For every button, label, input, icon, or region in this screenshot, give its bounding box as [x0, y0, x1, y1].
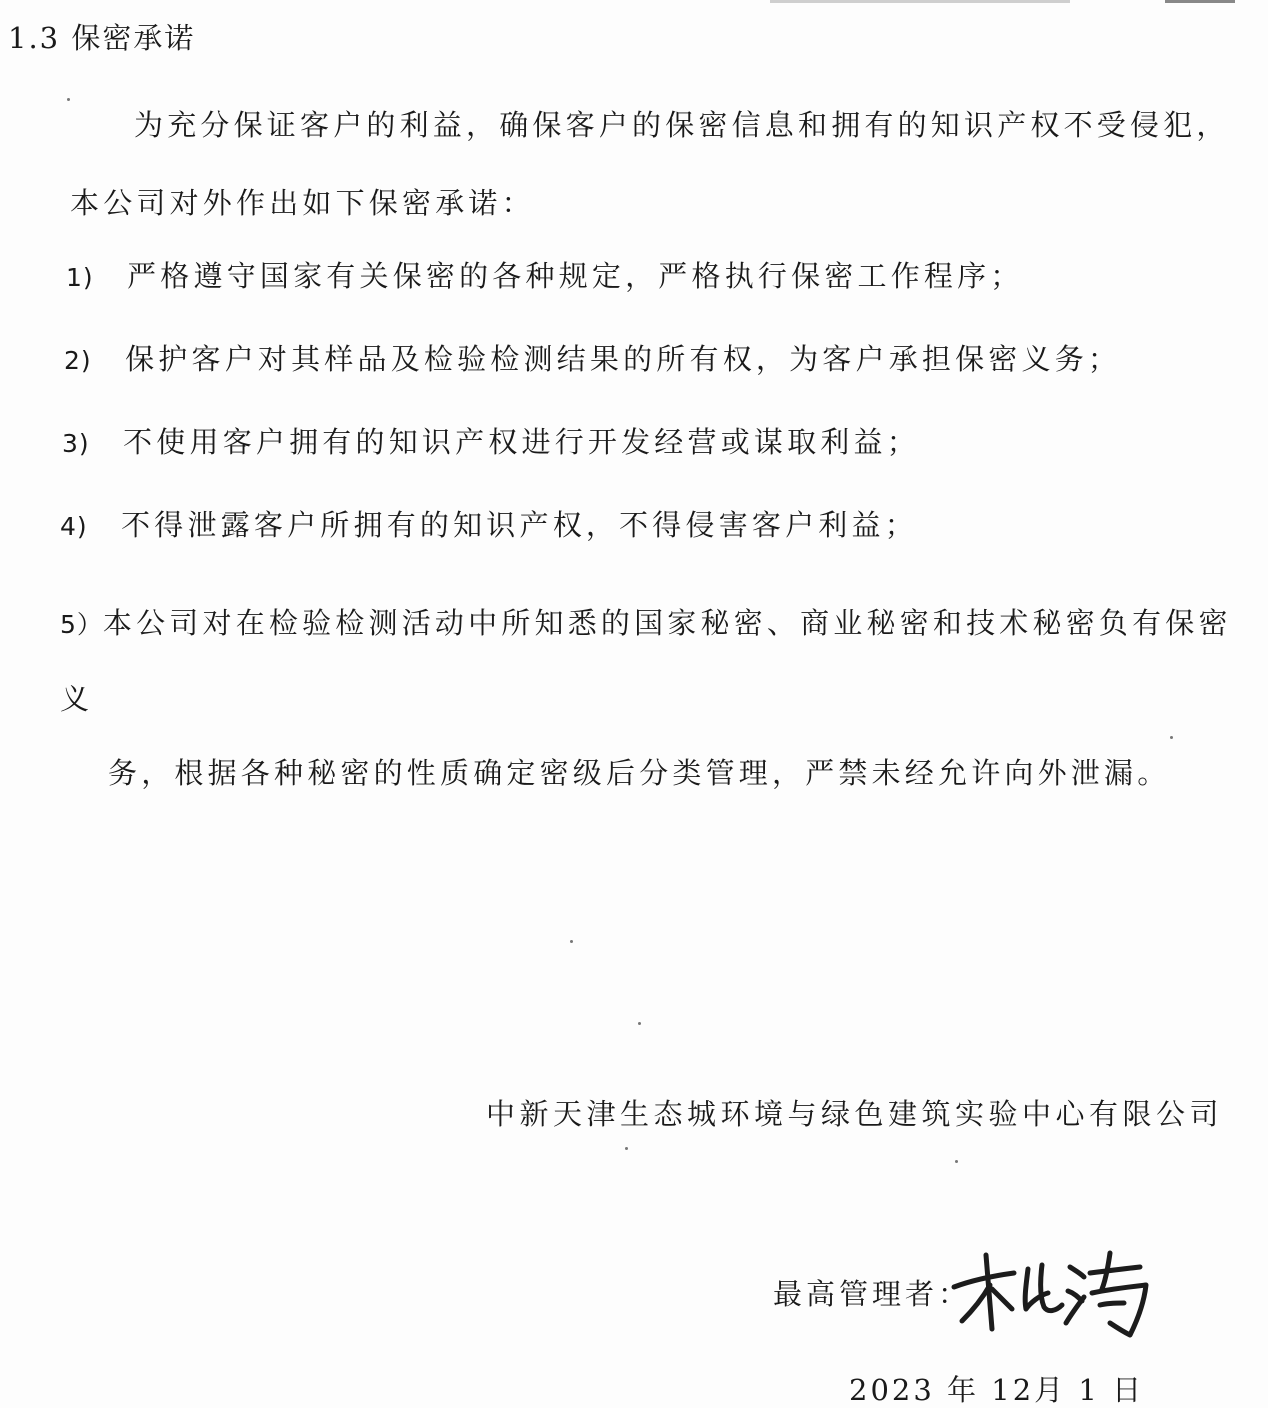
scan-edge-mark: [770, 0, 1070, 3]
signing-date: [849, 1368, 1144, 1409]
date-day: 1: [1078, 1373, 1100, 1407]
clause-number: 5）: [60, 610, 103, 639]
date-day-unit: 日: [1112, 1373, 1145, 1407]
clause-item: [60, 586, 1240, 810]
clause-number: 2): [64, 346, 92, 375]
date-month: 12: [991, 1373, 1035, 1407]
clause-item: [66, 254, 1024, 295]
clause-text: 本公司对在检验检测活动中所知悉的国家秘密、商业秘密和技术秘密负有保密义: [60, 606, 1232, 716]
clause-number: 3): [62, 429, 90, 458]
scan-speck: [1170, 736, 1173, 739]
scan-speck: [625, 1147, 628, 1150]
scan-speck: [570, 940, 573, 943]
company-name: 中新天津生态城环境与绿色建筑实验中心有限公司: [486, 1097, 1224, 1131]
clause-text: 严格遵守国家有关保密的各种规定，严格执行保密工作程序；: [127, 259, 1024, 293]
manager-label: 最高管理者：: [773, 1277, 972, 1311]
date-year: 2023: [849, 1373, 935, 1407]
intro-paragraph: 为充分保证客户的利益，确保客户的保密信息和拥有的知识产权不受侵犯，本公司对外作出如下保密承诺：: [70, 108, 1230, 220]
date-month-unit: 月: [1034, 1373, 1067, 1407]
scan-edge-mark: [1165, 0, 1235, 3]
clause-text-continued: 务，根据各种秘密的性质确定密级后分类管理，严禁未经允许向外泄漏。: [108, 756, 1171, 790]
clause-item: [62, 420, 920, 461]
clause-item: [60, 503, 918, 544]
clause-text: 保护客户对其样品及检验检测结果的所有权，为客户承担保密义务；: [125, 342, 1122, 376]
date-year-unit: 年: [947, 1373, 980, 1407]
scan-speck: [955, 1160, 958, 1163]
clause-item: [64, 337, 1121, 378]
handwritten-signature: [950, 1243, 1155, 1343]
section-title: 1.3 保密承诺: [8, 21, 196, 55]
clause-number: 4): [60, 512, 88, 541]
clause-number: 1): [66, 263, 94, 292]
clause-text: 不得泄露客户所拥有的知识产权，不得侵害客户利益；: [121, 508, 918, 542]
clause-text: 不使用客户拥有的知识产权进行开发经营或谋取利益；: [123, 425, 920, 459]
scan-speck: [638, 1022, 641, 1025]
scan-speck: [67, 98, 70, 101]
